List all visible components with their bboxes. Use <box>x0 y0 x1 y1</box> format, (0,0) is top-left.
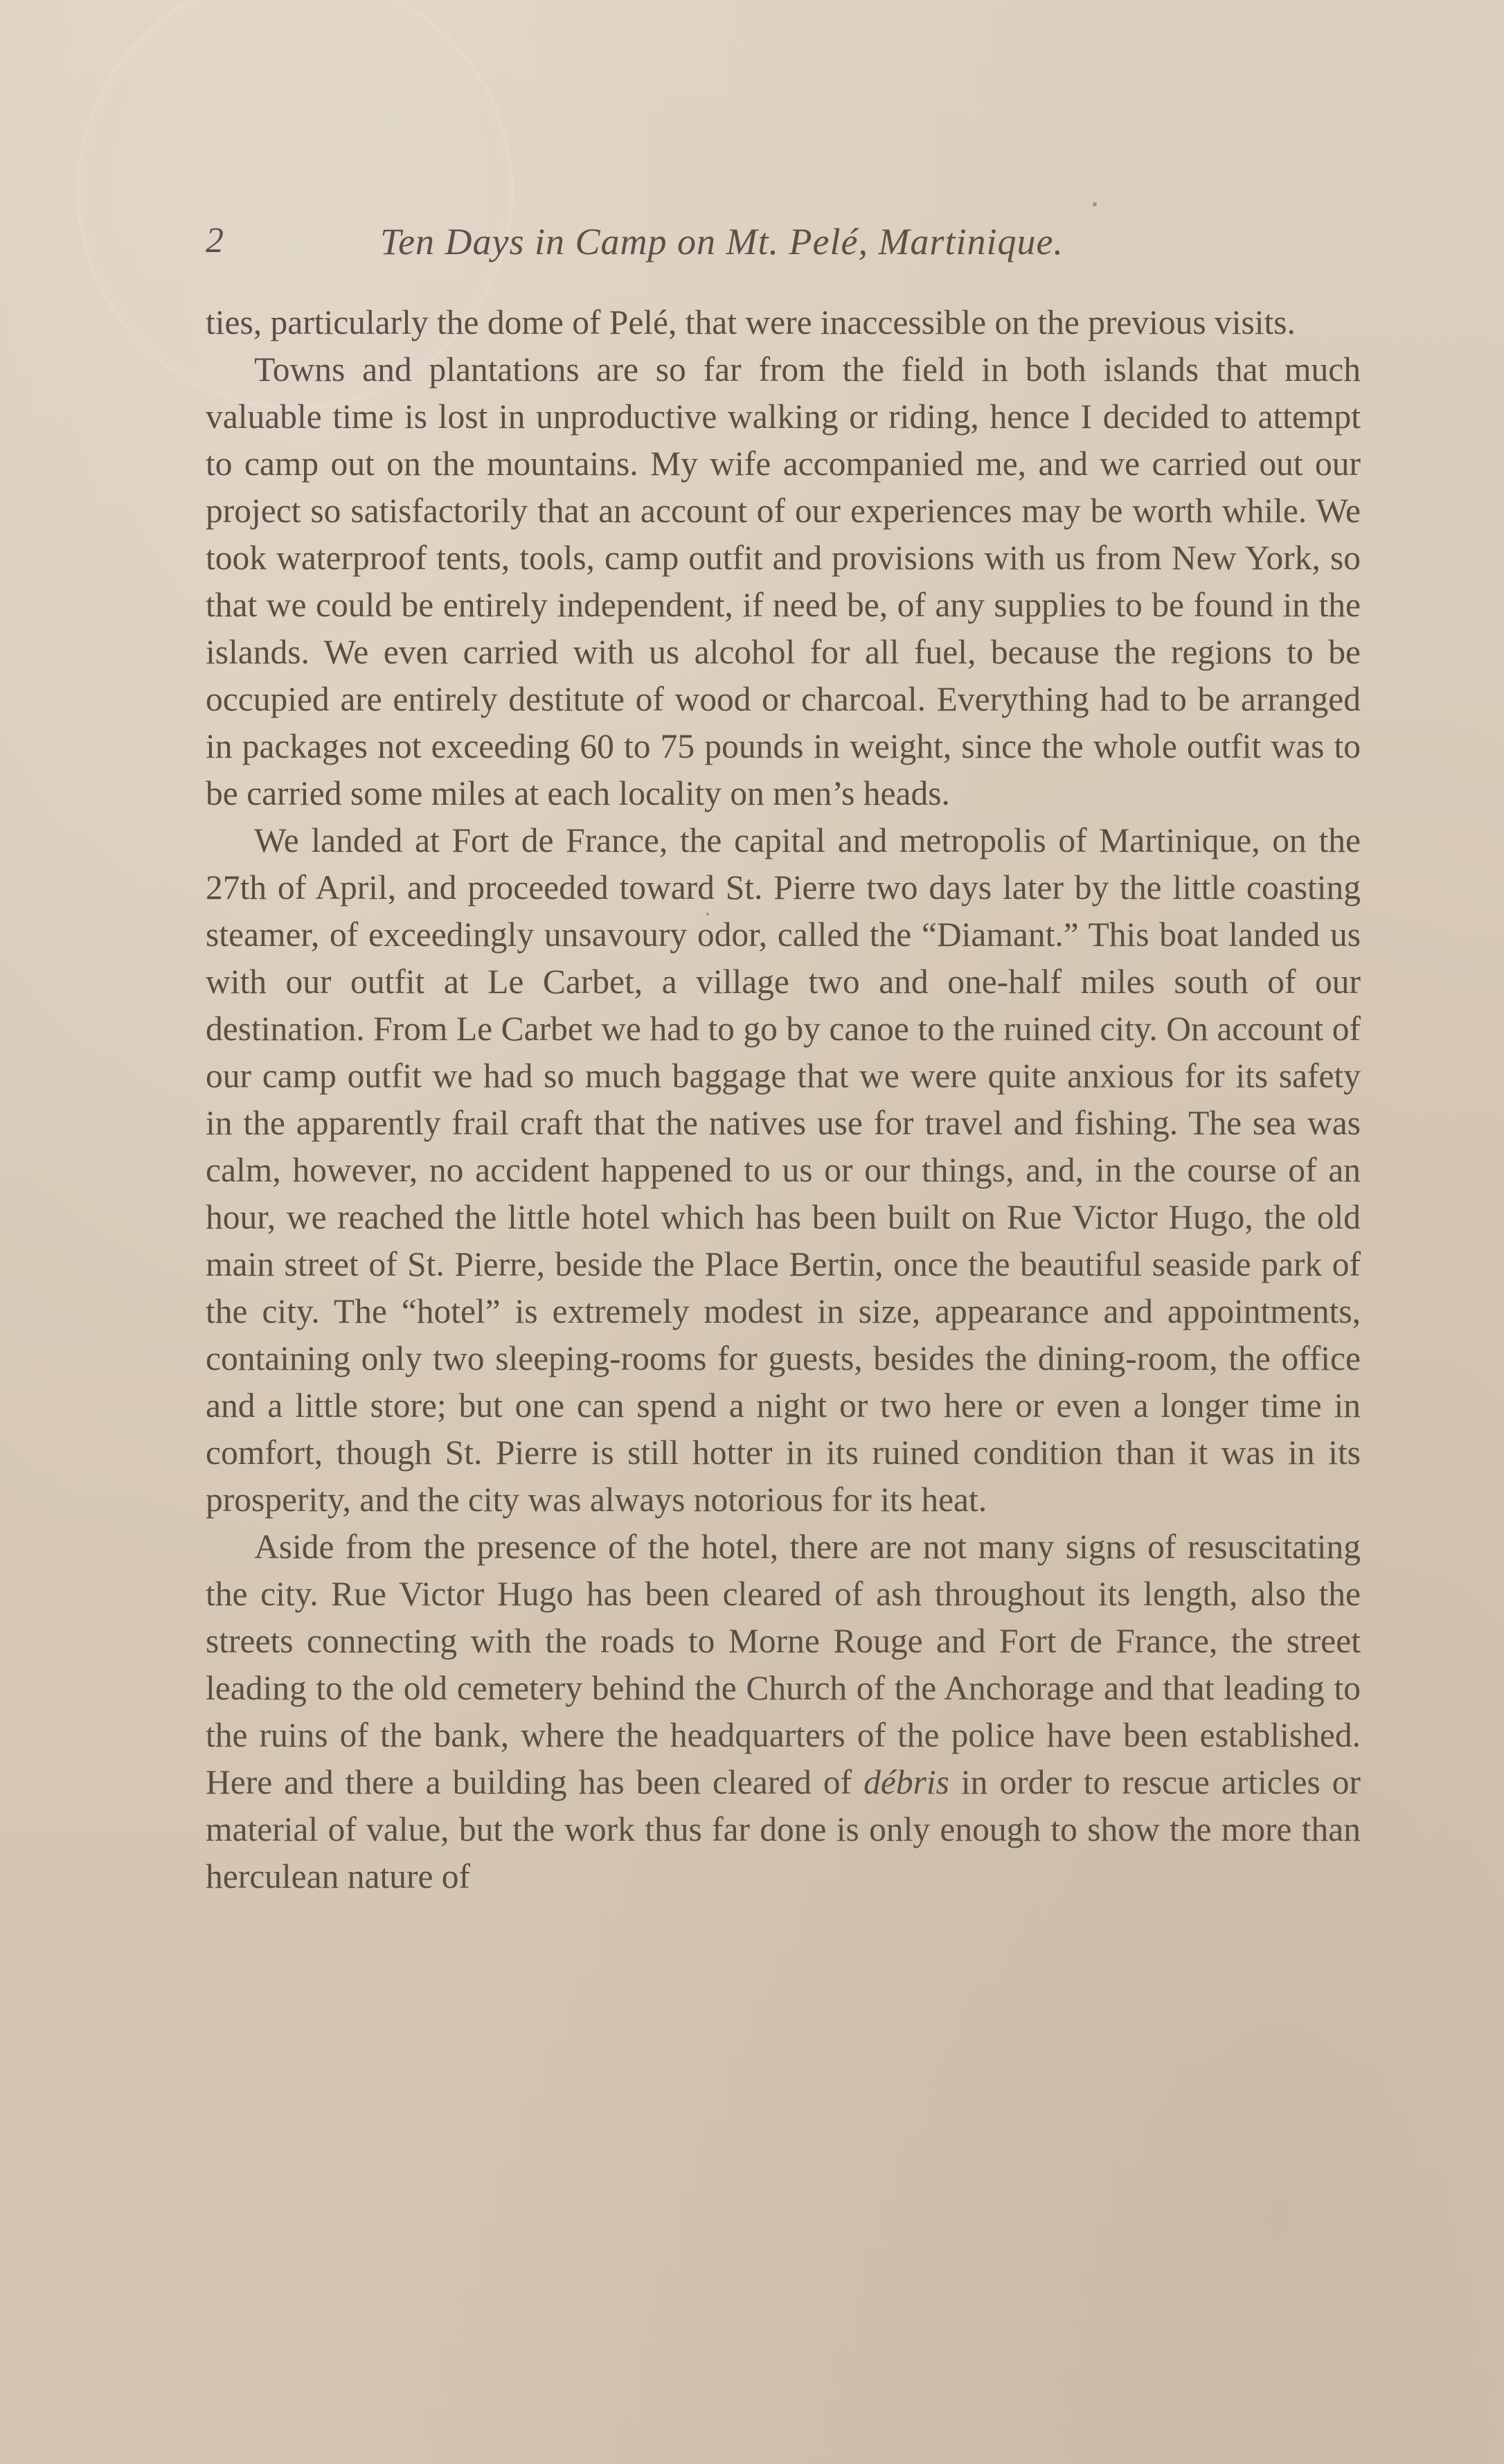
paragraph-2: Towns and plantations are so far from the field in both islands that much valuable time is lost in unproductive walking or riding, hence I decided to attempt to camp out on the mountains. My wife accompanied me, and we carried out our project so satisfactorily that an account of our experiences may be worth while. We took waterproof tents, tools, camp outfit and provisions with us from New York, so that we could be entirely independent, if need be, of any supplies to be found in the islands. We even carried with us alcohol for all fuel, because the regions to be occupied are entirely destitute of wood or charcoal. Everything had to be arranged in packages not exceeding 60 to 75 pounds in weight, since the whole outfit was to be carried some miles at each locality on men’s heads. <box>206 350 1361 812</box>
paper-speck <box>706 913 709 916</box>
running-head <box>206 220 1362 269</box>
running-title: Ten Days in Camp on Mt. Pelé, Martinique. <box>380 221 1064 262</box>
paragraph-4 <box>206 1524 1361 1900</box>
paragraph-1: ties, particularly the dome of Pelé, that were inaccessible on the previous visits. <box>206 303 1296 341</box>
body-text <box>206 299 1361 1900</box>
page-number: 2 <box>206 221 224 260</box>
italic-debris: débris <box>863 1763 949 1801</box>
paragraph-4-text-before: Aside from the presence of the hotel, there are not many signs of resuscitating the city. Rue Victor Hugo has been cleared of ash throughout its length, also the streets connecting with the roads to Morne Rouge and Fort de France, the street leading to the old cemetery behind the Church of the Anchorage and that leading to the ruins of the bank, where the headquarters of the police have been established. Here and there a building has been cleared of <box>206 1528 1361 1801</box>
paragraph-3: We landed at Fort de France, the capital and metropolis of Martinique, on the 27th of April, and proceeded toward St. Pierre two days later by the little coasting steamer, of exceedingly unsavoury odor, called the “Diamant.” This boat landed us with our outfit at Le Carbet, a village two and one-half miles south of our destination. From Le Carbet we had to go by canoe to the ruined city. On account of our camp outfit we had so much baggage that we were quite anxious for its safety in the apparently frail craft that the natives use for travel and fishing. The sea was calm, however, no accident happened to us or our things, and, in the course of an hour, we reached the little hotel which has been built on Rue Victor Hugo, the old main street of St. Pierre, beside the Place Bertin, once the beautiful seaside park of the city. The “hotel” is extremely modest in size, appearance and appointments, containing only two sleeping-rooms for guests, besides the dining-room, the office and a little store; but one can spend a night or two here or even a longer time in comfort, though St. Pierre is still hotter in its ruined condition than it was in its prosperity, and the city was always notorious for its heat. <box>206 821 1361 1519</box>
paragraph-4-text-after: in order to rescue articles or material of value, but the work thus far done is only enough to show the more than herculean nature of <box>206 1763 1361 1895</box>
paper-speck <box>1093 202 1097 206</box>
